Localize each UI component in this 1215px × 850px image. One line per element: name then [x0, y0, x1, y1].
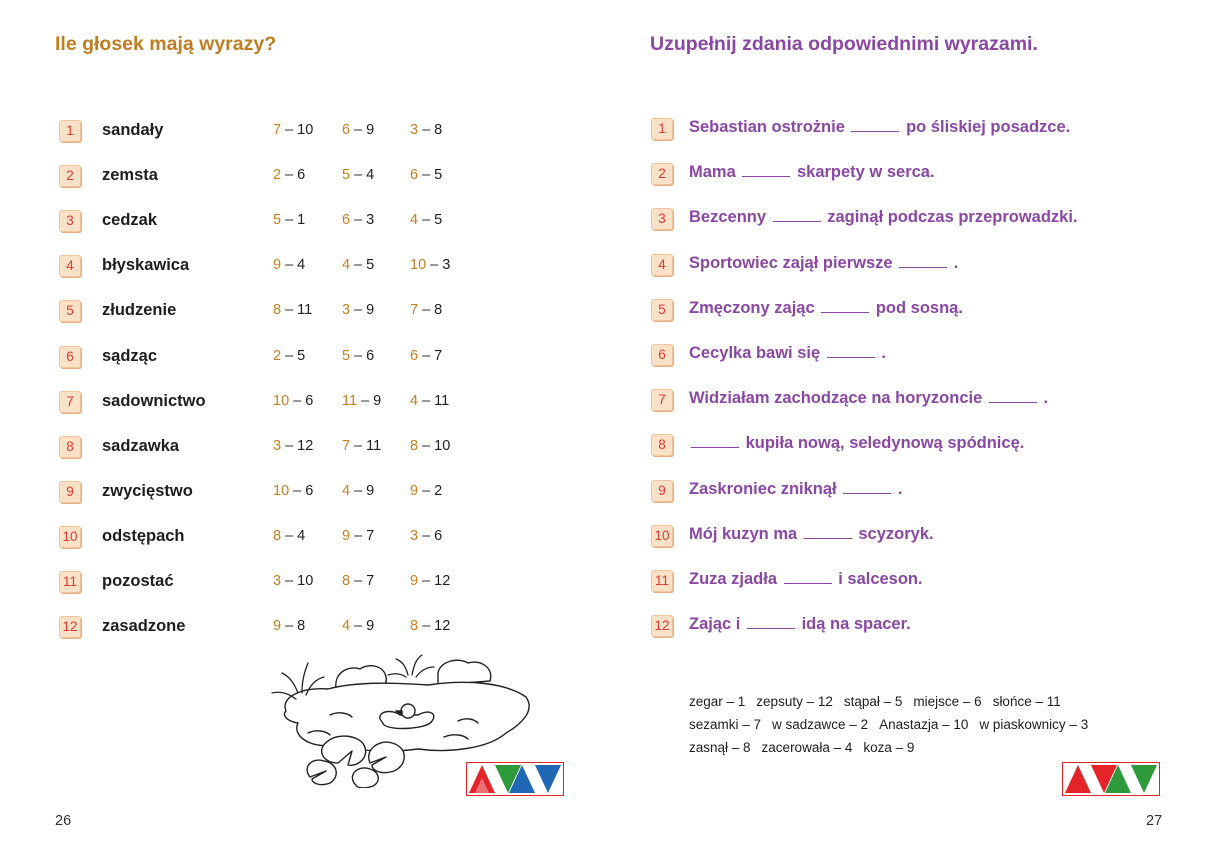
pair-first: 6 [410, 167, 419, 184]
sentence-start: Cecylka bawi się [689, 344, 821, 362]
number-pair [410, 302, 442, 318]
item-number: 3 [59, 210, 81, 232]
answer-line [689, 713, 1099, 736]
answer-word: zegar – 1 [689, 694, 746, 709]
pair-second: 7 [366, 527, 375, 544]
sentence-number: 5 [651, 299, 673, 321]
word-row [0, 164, 607, 188]
number-pair [273, 212, 305, 228]
number-pair [273, 302, 312, 318]
sentence-end: zaginął podczas przeprowadzki. [827, 208, 1078, 227]
word-row [0, 209, 607, 233]
sentence [689, 118, 1070, 137]
pair-dash: – [285, 122, 294, 138]
sentence-number: 8 [651, 434, 673, 456]
word: błyskawica [102, 256, 190, 275]
pair-second: 9 [366, 122, 375, 138]
sentence-number: 4 [651, 254, 673, 276]
pair-second: 3 [366, 212, 375, 229]
word: sadownictwo [102, 391, 206, 410]
pair-second: 6 [297, 167, 306, 184]
word-row [0, 435, 607, 459]
answer-word: miejsce – 6 [913, 694, 982, 709]
pair-dash: – [422, 437, 431, 454]
pair-dash: – [285, 212, 294, 229]
page-number-left: 26 [55, 813, 72, 829]
word-row [0, 345, 607, 369]
pair-second: 5 [434, 212, 443, 229]
pair-dash: – [354, 257, 363, 274]
pair-second: 4 [297, 527, 306, 544]
pair-dash: – [430, 257, 439, 274]
pair-second: 5 [434, 167, 443, 184]
word-row [0, 390, 607, 414]
number-pair [273, 122, 313, 138]
pair-first: 7 [342, 437, 351, 454]
answer-blank[interactable] [691, 435, 739, 448]
word: sandały [102, 121, 164, 139]
answer-word: stąpał – 5 [843, 694, 903, 709]
sentence-row [607, 614, 1215, 638]
sentence [689, 163, 935, 182]
word: zasadzone [102, 617, 186, 636]
pair-second: 9 [366, 482, 375, 499]
answer-word: sezamki – 7 [689, 717, 762, 732]
answer-word: słońce – 11 [992, 694, 1061, 709]
publisher-logo [1062, 762, 1160, 796]
left-page-title: Ile głosek mają wyrazy? [55, 33, 277, 55]
pair-first: 7 [410, 302, 419, 319]
word: cedzak [102, 211, 158, 230]
pair-first: 4 [342, 482, 351, 499]
pair-dash: – [361, 392, 370, 409]
answer-blank[interactable] [827, 345, 875, 358]
pair-dash: – [422, 347, 431, 364]
sentence-start: Zając i [689, 615, 741, 634]
pair-first: 7 [273, 122, 282, 138]
pair-dash: – [285, 347, 294, 364]
pair-dash: – [422, 392, 431, 409]
number-pair [342, 302, 374, 318]
answer-line [689, 690, 1099, 713]
sentence-start: Mój kuzyn ma [689, 524, 798, 543]
sentence [689, 434, 1024, 453]
pair-dash: – [285, 167, 294, 184]
answer-blank[interactable] [989, 390, 1037, 403]
right-page [607, 0, 1215, 850]
pair-first: 11 [342, 392, 358, 409]
number-pair [342, 618, 374, 634]
item-number: 11 [59, 571, 81, 593]
pair-first: 4 [342, 257, 351, 274]
pair-dash: – [422, 302, 431, 319]
answer-line [689, 736, 1099, 759]
sentence-number: 1 [651, 118, 673, 140]
page-number-right: 27 [1146, 813, 1163, 829]
sentence-row [607, 479, 1215, 503]
sentence [689, 254, 958, 273]
pair-dash: – [293, 482, 302, 499]
pair-second: 11 [297, 302, 313, 319]
answer-blank[interactable] [851, 119, 899, 132]
item-number: 8 [59, 436, 81, 458]
answer-blank[interactable] [747, 616, 795, 629]
answer-blank[interactable] [899, 255, 947, 268]
pair-first: 5 [273, 212, 282, 229]
pair-first: 8 [410, 618, 419, 635]
sentence [689, 615, 911, 634]
sentence-number: 11 [651, 570, 673, 592]
word: odstępach [102, 526, 185, 545]
number-pair [342, 122, 374, 138]
number-pair [273, 528, 305, 544]
pair-second: 12 [434, 573, 451, 589]
word-row [0, 480, 607, 504]
pair-first: 3 [273, 573, 282, 589]
number-pair [273, 393, 313, 409]
pair-dash: – [422, 573, 431, 589]
sentence [689, 480, 902, 499]
word-row [0, 525, 607, 549]
pair-first: 2 [273, 167, 282, 184]
item-number: 5 [59, 300, 81, 322]
word-row [0, 119, 607, 143]
pair-dash: – [354, 618, 363, 635]
sentence-row [607, 253, 1215, 277]
number-pair [273, 348, 305, 364]
pair-second: 2 [434, 482, 443, 499]
pair-second: 12 [434, 618, 451, 635]
pair-dash: – [285, 257, 294, 274]
sentence-end: scyzoryk. [858, 524, 934, 543]
number-pair [410, 257, 450, 273]
item-number: 12 [59, 616, 81, 638]
sentence-row [607, 162, 1215, 186]
item-number: 2 [59, 165, 81, 187]
sentence-number: 6 [651, 344, 673, 366]
sentence-end: i salceson. [838, 570, 923, 588]
number-pair [273, 483, 313, 499]
sentence-row [607, 298, 1215, 322]
pair-second: 4 [366, 167, 375, 184]
pair-dash: – [422, 167, 431, 184]
pair-first: 6 [410, 347, 419, 364]
pair-second: 8 [434, 302, 443, 319]
answer-word: koza – 9 [863, 740, 915, 755]
pair-first: 3 [342, 302, 351, 319]
pair-first: 9 [410, 482, 419, 499]
pair-first: 9 [273, 257, 282, 274]
pair-second: 12 [297, 437, 314, 454]
number-pair [410, 122, 442, 138]
word-row [0, 615, 607, 639]
pair-first: 8 [273, 302, 282, 319]
item-number: 7 [59, 391, 81, 413]
number-pair [410, 393, 449, 409]
pair-second: 7 [366, 573, 375, 589]
pair-dash: – [354, 482, 363, 499]
pair-second: 9 [373, 392, 382, 409]
sentence-row [607, 433, 1215, 457]
pair-first: 5 [342, 347, 351, 364]
pair-first: 4 [410, 392, 419, 409]
pair-second: 7 [434, 347, 443, 364]
pair-dash: – [354, 573, 363, 589]
answer-blank[interactable] [784, 571, 832, 584]
item-number: 10 [59, 526, 81, 548]
number-pair [342, 393, 381, 409]
number-pair [410, 212, 442, 228]
pair-first: 6 [342, 212, 351, 229]
item-number: 4 [59, 255, 81, 277]
sentence-start: Zaskroniec zniknął [689, 479, 837, 498]
sentence-number: 12 [651, 615, 673, 637]
number-pair [342, 483, 374, 499]
pair-dash: – [422, 527, 431, 544]
number-pair [342, 528, 374, 544]
pair-dash: – [422, 618, 431, 635]
pair-first: 8 [410, 437, 419, 454]
number-pair [342, 257, 374, 273]
pair-second: 6 [305, 392, 314, 409]
pair-first: 10 [410, 257, 427, 274]
pair-second: 8 [297, 618, 306, 635]
pair-first: 2 [273, 347, 282, 364]
number-pair [342, 212, 374, 228]
pair-second: 6 [305, 482, 314, 499]
number-pair [273, 618, 305, 634]
pair-dash: – [422, 482, 431, 499]
pair-dash: – [354, 302, 363, 319]
pair-dash: – [285, 618, 294, 635]
number-pair [410, 618, 450, 634]
sentence-start: Bezcenny [689, 208, 767, 227]
sentence-row [607, 388, 1215, 412]
sentence-start: Widziałam zachodzące na horyzoncie [689, 389, 983, 408]
sentence [689, 344, 886, 363]
number-pair [273, 167, 305, 183]
sentence-number: 7 [651, 389, 673, 411]
sentence [689, 208, 1078, 227]
pair-second: 4 [297, 257, 306, 274]
pair-dash: – [285, 527, 294, 544]
number-pair [410, 348, 442, 364]
pair-second: 8 [434, 122, 443, 138]
number-pair [273, 438, 313, 454]
pair-first: 9 [273, 618, 282, 635]
answer-blank[interactable] [804, 526, 852, 539]
pair-second: 11 [434, 392, 450, 409]
pair-first: 3 [410, 122, 419, 138]
pair-dash: – [285, 437, 294, 454]
word: zwycięstwo [102, 481, 193, 500]
pair-dash: – [422, 122, 431, 138]
pair-dash: – [354, 167, 363, 184]
pair-first: 4 [342, 618, 351, 635]
pair-dash: – [293, 392, 302, 409]
pair-second: 10 [434, 437, 451, 454]
number-pair [273, 573, 313, 589]
sentence-end: skarpety w serca. [796, 163, 935, 182]
sentence-row [607, 524, 1215, 548]
sentence-end: po śliskiej posadzce. [906, 118, 1071, 136]
right-page-title: Uzupełnij zdania odpowiednimi wyrazami. [650, 33, 1038, 55]
pair-dash: – [422, 212, 431, 229]
sentence-row [607, 207, 1215, 231]
answer-word: Anastazja – 10 [879, 717, 969, 732]
pair-second: 10 [297, 122, 314, 138]
pair-second: 9 [366, 618, 375, 635]
pair-first: 9 [342, 527, 351, 544]
pair-first: 10 [273, 482, 290, 499]
sentence-end: kupiła nową, seledynową spódnicę. [745, 434, 1025, 453]
sentence-number: 10 [651, 525, 673, 547]
word-row [0, 299, 607, 323]
sentence-number: 9 [651, 480, 673, 502]
pair-first: 5 [342, 167, 351, 184]
sentence-row [607, 117, 1215, 141]
item-number: 6 [59, 346, 81, 368]
sentence-start: Sebastian ostrożnie [689, 118, 845, 136]
answer-blank[interactable] [773, 209, 821, 222]
pair-first: 8 [273, 527, 282, 544]
pair-second: 3 [442, 257, 451, 274]
word: zemsta [102, 166, 158, 185]
answer-word: w piaskownicy – 3 [979, 717, 1089, 732]
number-pair [342, 438, 381, 454]
number-pair [342, 573, 374, 589]
word: złudzenie [102, 301, 177, 320]
pair-second: 5 [366, 257, 375, 274]
pair-dash: – [354, 122, 363, 138]
pair-first: 6 [342, 122, 351, 138]
item-number: 1 [59, 120, 81, 142]
sentence-row [607, 569, 1215, 593]
answer-bank [689, 690, 1099, 759]
sentence-start: Zuza zjadła [689, 570, 778, 588]
sentence-row [607, 343, 1215, 367]
answer-word: zacerowała – 4 [761, 740, 853, 755]
pair-first: 10 [273, 392, 290, 409]
pair-dash: – [354, 437, 363, 454]
sentence [689, 570, 923, 589]
pair-first: 3 [273, 437, 282, 454]
pair-dash: – [285, 302, 294, 319]
pair-first: 4 [410, 212, 419, 229]
number-pair [410, 167, 442, 183]
sentence-end: . [953, 253, 959, 272]
pair-dash: – [354, 212, 363, 229]
pair-second: 5 [297, 347, 306, 364]
item-number: 9 [59, 481, 81, 503]
pair-second: 6 [366, 347, 375, 364]
pair-dash: – [285, 573, 294, 589]
pair-second: 9 [366, 302, 375, 319]
publisher-logo [466, 762, 564, 796]
sentence-start: Zmęczony zając [689, 298, 815, 317]
sentence-start: Sportowiec zajął pierwsze [689, 253, 893, 272]
pair-dash: – [354, 527, 363, 544]
pair-second: 1 [297, 212, 306, 229]
pair-second: 10 [297, 573, 314, 589]
pair-first: 9 [410, 573, 419, 589]
pair-first: 8 [342, 573, 351, 589]
word-row [0, 254, 607, 278]
sentence [689, 525, 934, 544]
sentence-end: idą na spacer. [801, 615, 911, 634]
word-row [0, 570, 607, 594]
number-pair [410, 483, 442, 499]
sentence-end: . [1043, 389, 1049, 408]
answer-blank[interactable] [742, 164, 790, 177]
sentence-end: . [881, 344, 886, 362]
sentence-start: Mama [689, 163, 736, 182]
number-pair [410, 438, 450, 454]
pair-second: 11 [366, 437, 382, 454]
sentence [689, 299, 963, 318]
sentence-number: 2 [651, 163, 673, 185]
pair-first: 3 [410, 527, 419, 544]
pair-dash: – [354, 347, 363, 364]
word: sądząc [102, 346, 158, 365]
word: sadzawka [102, 436, 180, 455]
answer-blank[interactable] [843, 481, 891, 494]
number-pair [342, 348, 374, 364]
answer-word: w sadzawce – 2 [772, 717, 869, 732]
left-page [0, 0, 607, 850]
sentence [689, 389, 1048, 408]
number-pair [342, 167, 374, 183]
sentence-number: 3 [651, 208, 673, 230]
answer-word: zepsuty – 12 [756, 694, 833, 709]
number-pair [273, 257, 305, 273]
sentence-end: pod sosną. [875, 298, 963, 317]
number-pair [410, 528, 442, 544]
pair-second: 6 [434, 527, 443, 544]
number-pair [410, 573, 450, 589]
word: pozostać [102, 572, 174, 590]
answer-word: zasnął – 8 [689, 740, 751, 755]
answer-blank[interactable] [821, 300, 869, 313]
sentence-end: . [897, 479, 903, 498]
